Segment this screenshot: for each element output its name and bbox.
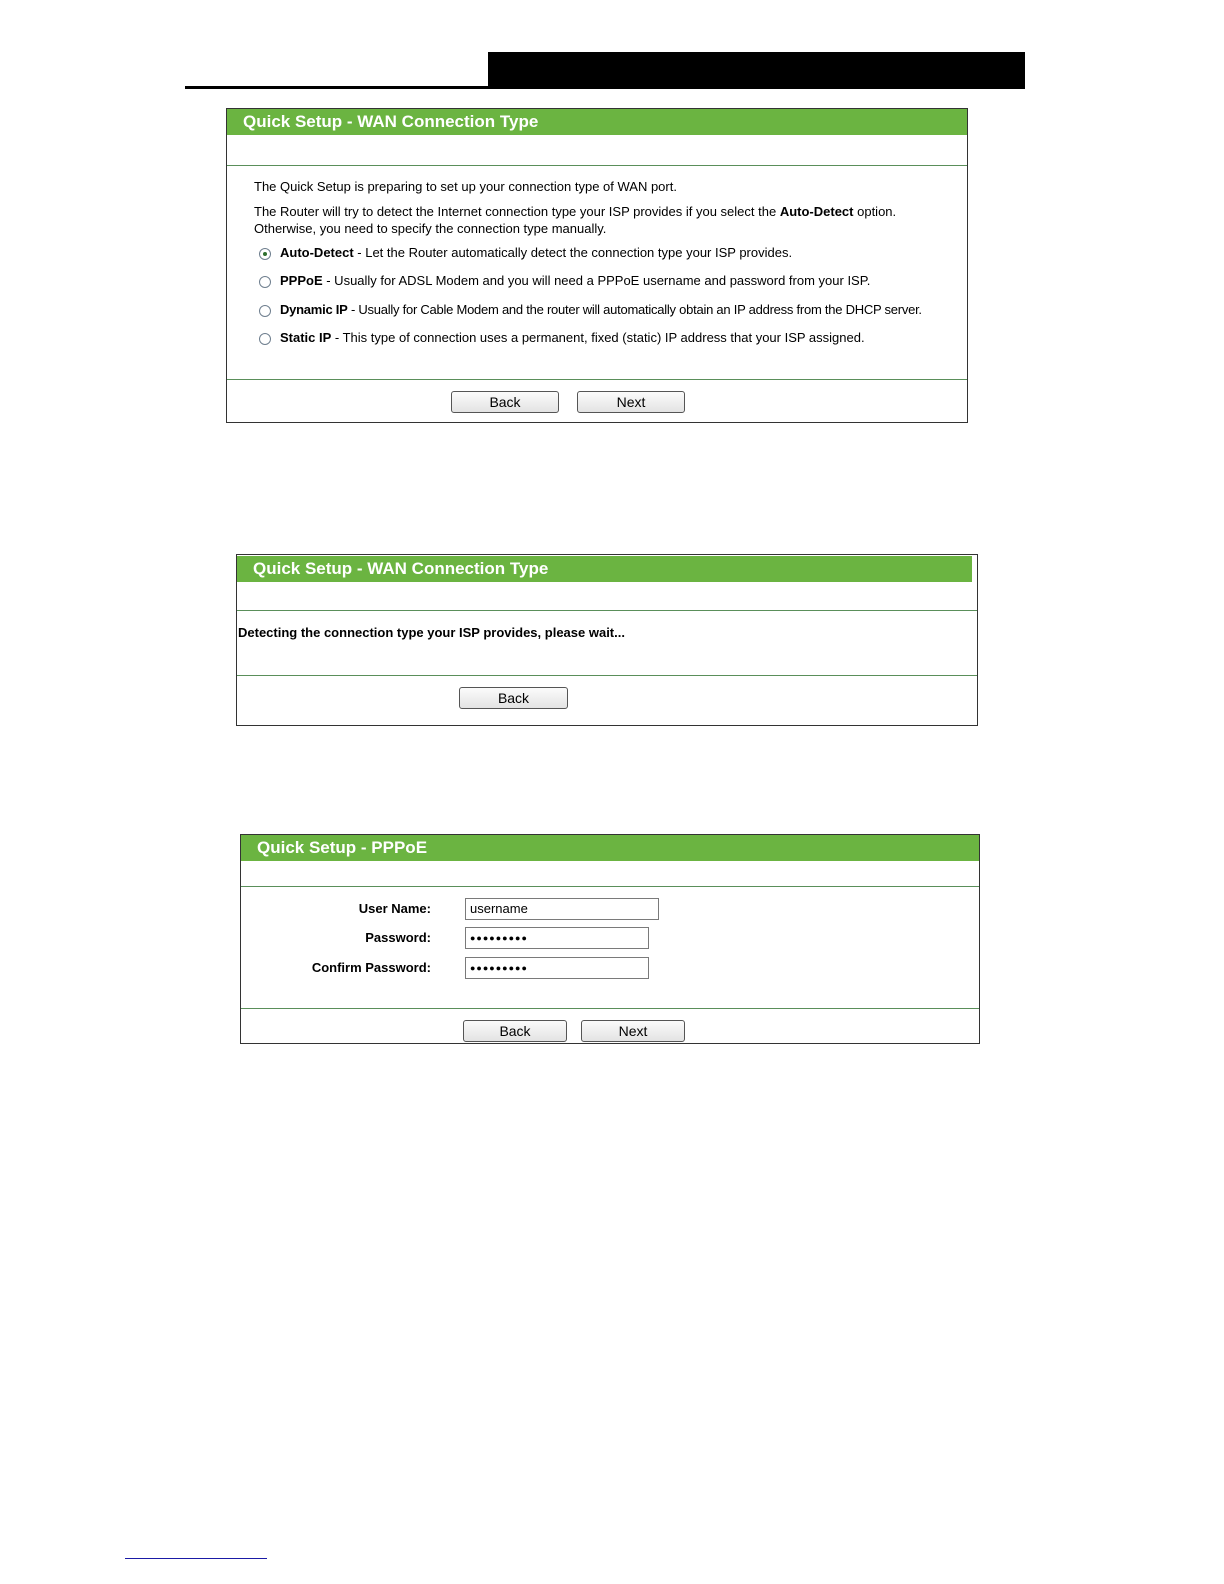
header-rule [185, 86, 1025, 89]
panel-title: Quick Setup - PPPoE [241, 835, 979, 861]
divider [227, 165, 967, 166]
option-static-ip: Static IP - This type of connection uses a permanent, fixed (static) IP address that your ISP assigned. [280, 330, 865, 345]
panel-title: Quick Setup - WAN Connection Type [237, 556, 972, 582]
password-input[interactable]: ●●●●●●●●● [465, 927, 649, 949]
header-black-bar [488, 52, 1025, 89]
next-button[interactable]: Next [581, 1020, 685, 1042]
password-label: Password: [365, 930, 431, 945]
divider [237, 610, 977, 611]
confirm-password-label: Confirm Password: [311, 960, 431, 975]
intro-text-2: The Router will try to detect the Internet connection type your ISP provides if you select the Auto-Detect option. [254, 204, 897, 219]
intro-text-3: Otherwise, you need to specify the connection type manually. [254, 221, 607, 236]
radio-static-ip[interactable] [259, 333, 271, 345]
radio-dynamic-ip[interactable] [259, 305, 271, 317]
confirm-password-input[interactable]: ●●●●●●●●● [465, 957, 649, 979]
detecting-message: Detecting the connection type your ISP provides, please wait... [238, 625, 625, 640]
divider [227, 379, 967, 380]
divider [241, 886, 979, 887]
back-button[interactable]: Back [459, 687, 568, 709]
next-button[interactable]: Next [577, 391, 685, 413]
option-pppoe: PPPoE - Usually for ADSL Modem and you will need a PPPoE username and password from your ISP. [280, 273, 871, 288]
wan-connection-type-panel [226, 108, 968, 423]
intro-text: The Quick Setup is preparing to set up your connection type of WAN port. [254, 179, 677, 194]
back-button[interactable]: Back [451, 391, 559, 413]
divider [241, 1008, 979, 1009]
divider [237, 675, 977, 676]
username-label: User Name: [358, 901, 431, 916]
panel-title: Quick Setup - WAN Connection Type [227, 109, 967, 135]
footer-rule [125, 1558, 267, 1559]
option-auto-detect: Auto-Detect - Let the Router automatically detect the connection type your ISP provides. [280, 245, 793, 260]
detecting-panel [236, 554, 978, 726]
username-input[interactable]: username [465, 898, 659, 920]
pppoe-panel [240, 834, 980, 1044]
radio-pppoe[interactable] [259, 276, 271, 288]
option-dynamic-ip: Dynamic IP - Usually for Cable Modem and the router will automatically obtain an IP address from the DHCP server. [280, 302, 922, 317]
back-button[interactable]: Back [463, 1020, 567, 1042]
radio-auto-detect[interactable] [259, 248, 271, 260]
